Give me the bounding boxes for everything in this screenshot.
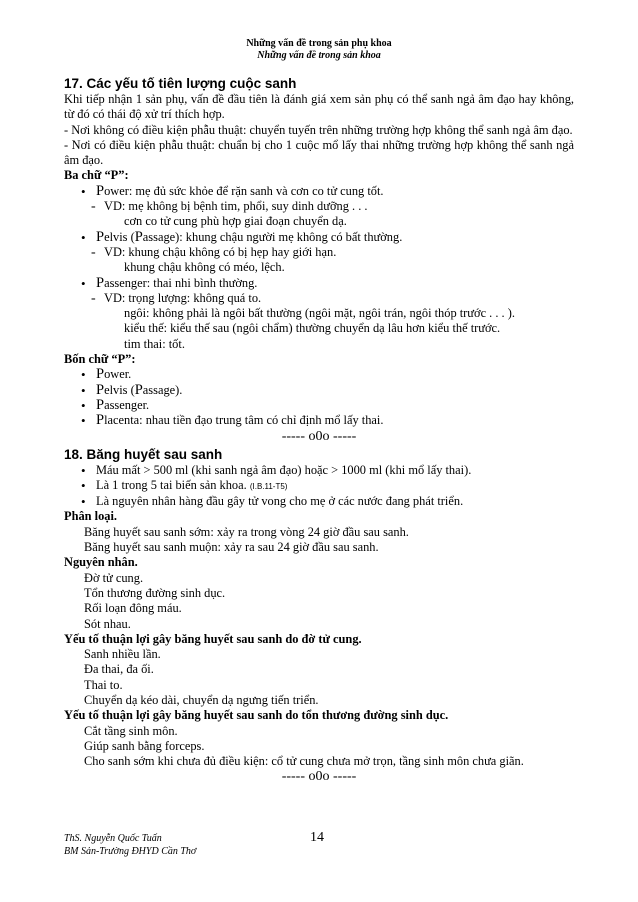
- with-surgery-paragraph: - Nơi có điều kiện phẫu thuật: chuẩn bị cho 1 cuộc mổ lấy thai những trường hợp không thể sanh ngả âm đạo.: [64, 137, 574, 168]
- reference-code: (I.B.11-T5): [249, 481, 288, 491]
- bullet-placenta: [64, 413, 574, 428]
- section-separator: ----- o0o -----: [281, 428, 357, 444]
- example-continuation: khung chậu không có méo, lệch.: [124, 260, 285, 275]
- p-letter: P: [134, 381, 143, 398]
- footer-author: ThS. Nguyễn Quốc Tuấn: [64, 833, 162, 844]
- bullet-text: assage).: [142, 382, 183, 397]
- no-surgery-paragraph: - Nơi không có điều kiện phẫu thuật: chuyển tuyến trên những trường hợp không thể sanh ngả âm đạo.: [64, 122, 573, 137]
- risk-item: Cho sanh sớm khi chưa đủ điều kiện: cổ tử cung chưa mở trọn, tầng sinh môn chưa giãn.: [84, 754, 524, 769]
- running-header-subtitle: Những vấn đề trong sản khoa: [257, 50, 381, 61]
- footer-department: BM Sản-Trường ĐHYD Cần Thơ: [64, 846, 197, 857]
- p-letter: P: [96, 381, 105, 398]
- p-letter: P: [96, 396, 105, 413]
- bullet-passenger: [64, 276, 574, 291]
- risk-item: Sanh nhiều lần.: [84, 647, 161, 662]
- p-letter: P: [96, 412, 105, 429]
- bullet-text: elvis (: [104, 229, 135, 244]
- cause-item: Sót nhau.: [84, 616, 131, 631]
- cause-item: Đờ tử cung.: [84, 570, 144, 585]
- bullet-text: assenger: thai nhi bình thường.: [104, 275, 258, 290]
- bullet-pelvis: [64, 230, 574, 245]
- page-footer: [64, 832, 196, 858]
- p-letter: P: [96, 366, 105, 383]
- risk-item: Cắt tầng sinh môn.: [84, 723, 178, 738]
- bullet-passenger: [64, 398, 574, 413]
- section-17-heading: 17. Các yếu tố tiên lượng cuộc sanh: [64, 76, 297, 91]
- cause-item: Rối loạn đông máu.: [84, 601, 182, 616]
- bullet-text: lacenta: nhau tiền đạo trung tâm có chỉ định mổ lấy thai.: [104, 413, 384, 428]
- bullet-text: elvis (: [104, 382, 135, 397]
- section-separator: ----- o0o -----: [281, 769, 357, 785]
- example-line: - VD: trọng lượng: không quá to.: [64, 291, 574, 306]
- risk-trauma-heading: Yếu tố thuận lợi gây băng huyết sau sanh do tổn thương đường sinh dục.: [64, 708, 449, 723]
- bullet-complication: [64, 478, 574, 494]
- section-17-intro: Khi tiếp nhận 1 sản phụ, vấn đề đầu tiên là đánh giá xem sản phụ có thể sanh ngả âm đạo hay không, từ đó có thái độ xử trí thích hợp.: [64, 92, 574, 122]
- example-line: - VD: khung chậu không có bị hẹp hay giới hạn.: [64, 245, 574, 260]
- bullet-text: assage): khung chậu người mẹ không có bất thường.: [142, 229, 403, 244]
- risk-item: Chuyển dạ kéo dài, chuyển dạ ngưng tiến triển.: [84, 692, 319, 707]
- causes-heading: Nguyên nhân.: [64, 555, 138, 570]
- bullet-power: [64, 184, 574, 199]
- p-letter: P: [96, 228, 105, 245]
- bullet-blood-loss: • Máu mất > 500 ml (khi sanh ngả âm đạo) hoặc > 1000 ml (khi mổ lấy thai).: [64, 463, 574, 478]
- classification-heading: Phân loại.: [64, 509, 118, 524]
- classification-item: Băng huyết sau sanh sớm: xảy ra trong vòng 24 giờ đầu sau sanh.: [84, 524, 409, 539]
- risk-atony-heading: Yếu tố thuận lợi gây băng huyết sau sanh do đờ tử cung.: [64, 631, 362, 646]
- p-letter: P: [96, 182, 105, 199]
- bullet-power: [64, 367, 574, 382]
- bullet-text: Là 1 trong 5 tai biến sản khoa.: [96, 477, 247, 492]
- p-letter: P: [96, 274, 105, 291]
- classification-item: Băng huyết sau sanh muộn: xảy ra sau 24 giờ đầu sau sanh.: [84, 540, 379, 555]
- example-continuation: cơn co tử cung phù hợp giai đoạn chuyển dạ.: [124, 214, 347, 229]
- risk-item: Thai to.: [84, 677, 123, 692]
- bullet-text: ower.: [104, 367, 132, 382]
- bullet-text: ower: mẹ đủ sức khỏe để rặn sanh và cơn co tử cung tốt.: [104, 183, 384, 198]
- page-content: [64, 74, 574, 785]
- bullet-pelvis: [64, 383, 574, 398]
- example-continuation: ngôi: không phải là ngôi bất thường (ngôi mặt, ngôi trán, ngôi thóp trước . . . ).: [124, 306, 515, 321]
- bullet-mortality: • Là nguyên nhân hàng đầu gây tử vong cho mẹ ở các nước đang phát triển.: [64, 494, 574, 509]
- bullet-text: assenger.: [104, 397, 150, 412]
- section-18-heading: 18. Băng huyết sau sanh: [64, 446, 223, 462]
- risk-item: Đa thai, đa ối.: [84, 662, 154, 677]
- four-p-heading: Bốn chữ “P”:: [64, 352, 136, 367]
- p-letter: P: [134, 228, 143, 245]
- three-p-heading: Ba chữ “P”:: [64, 168, 129, 183]
- running-header-title: Những vấn đề trong sản phụ khoa: [246, 38, 392, 49]
- risk-item: Giúp sanh bằng forceps.: [84, 738, 205, 753]
- example-line: - VD: mẹ không bị bệnh tim, phổi, suy dinh dưỡng . . .: [64, 199, 574, 214]
- page-number: 14: [310, 830, 324, 845]
- example-continuation: tim thai: tốt.: [124, 336, 185, 351]
- cause-item: Tổn thương đường sinh dục.: [84, 585, 226, 600]
- example-continuation: kiểu thế: kiểu thế sau (ngôi chẩm) thường chuyển dạ lâu hơn kiểu thế trước.: [124, 321, 501, 336]
